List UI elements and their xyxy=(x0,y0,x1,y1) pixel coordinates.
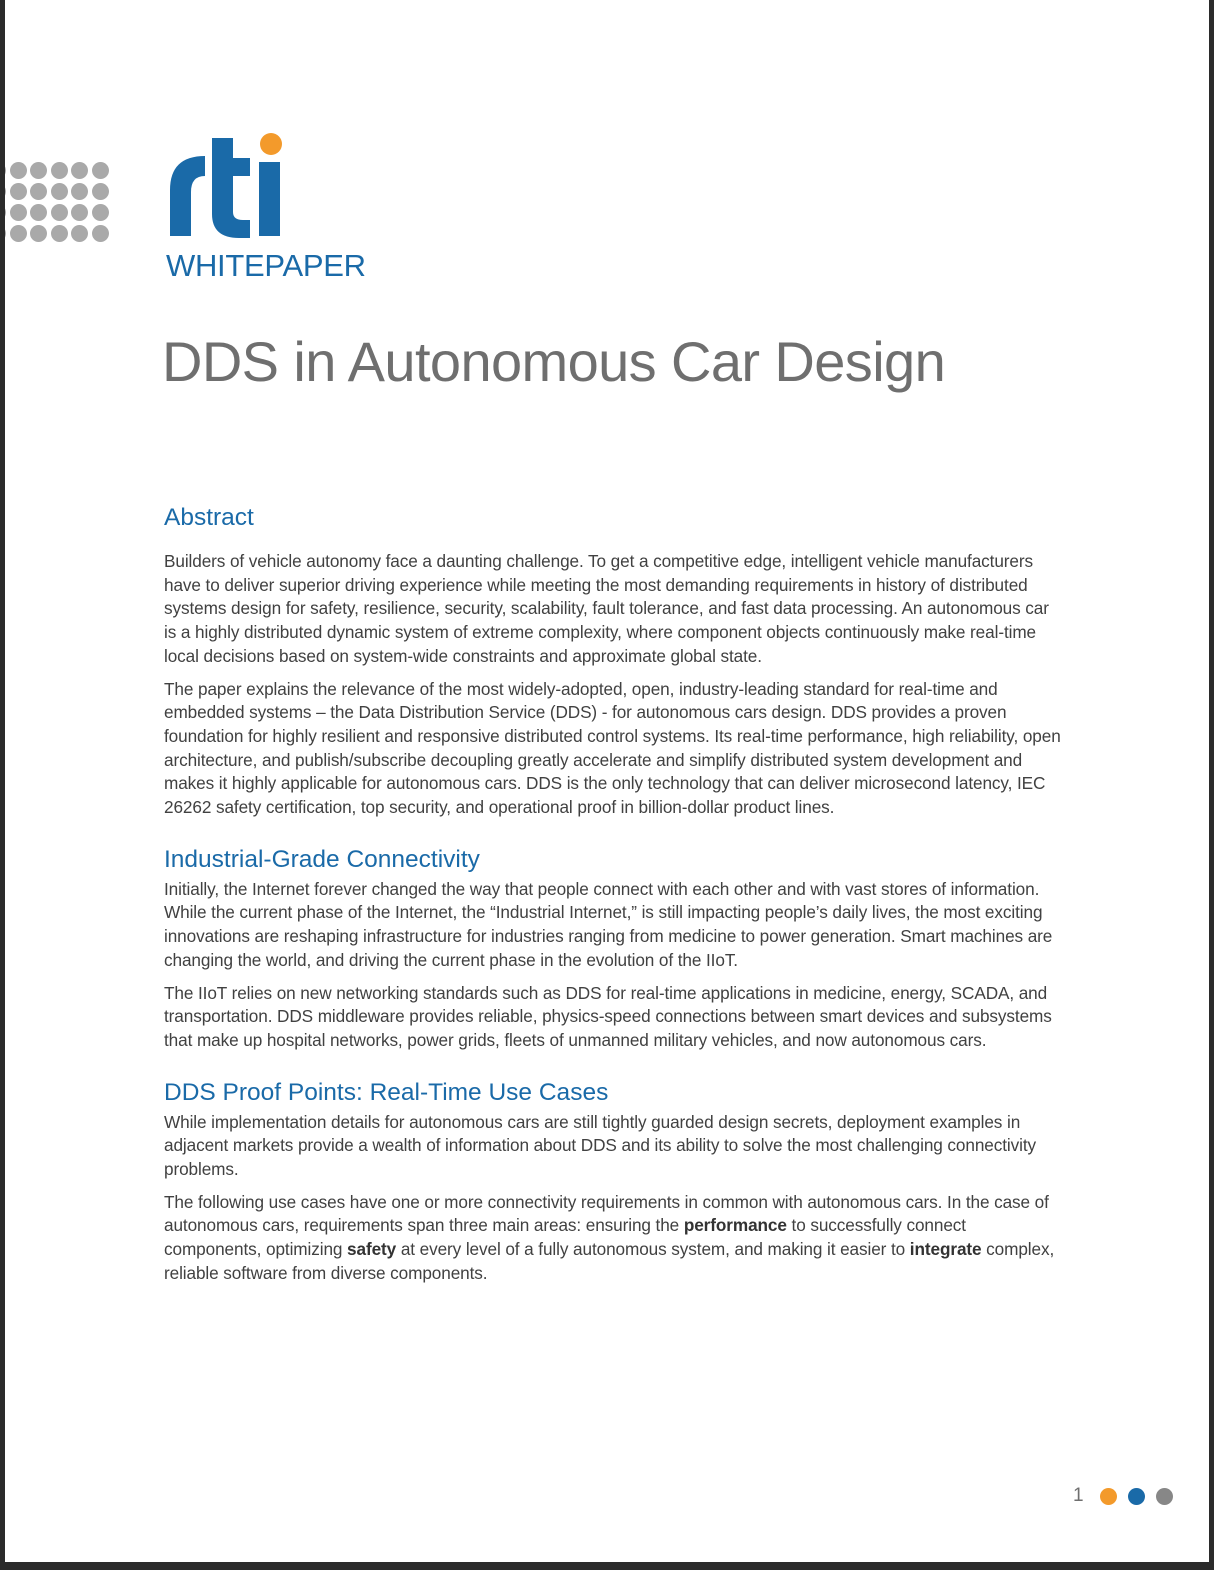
abstract-heading: Abstract xyxy=(164,504,254,531)
decorative-dot-grid xyxy=(5,162,109,242)
abstract-paragraph-1: Builders of vehicle autonomy face a daunting challenge. To get a competitive edge, intelligent vehicle manufacturers have to deliver superior driving experience while meeting the most demanding requirements in history of distributed systems design for safety, resilience, security, scalability, fault tolerance, and fast data processing. An autonomous car is a highly distributed dynamic system of extreme complexity, where component objects continuously make real-time local decisions based on system-wide constraints and approximate global state. xyxy=(164,551,1049,666)
page-footer xyxy=(1073,1485,1184,1507)
page-number: 1 xyxy=(1073,1485,1084,1506)
connectivity-paragraph-1: Initially, the Internet forever changed the way that people connect with each other and with vast stores of information. While the current phase of the Internet, the “Industrial Internet,” is still impacting people’s daily lives, the most exciting innovations are reshaping infrastructure for industries ranging from medicine to power generation. Smart machines are changing the world, and driving the current phase in the evolution of the IIoT. xyxy=(164,878,1053,970)
abstract-paragraph-2: The paper explains the relevance of the most widely-adopted, open, industry-leading standard for real-time and embedded systems – the Data Distribution Service (DDS) - for autonomous cars design. DDS provides a proven foundation for highly resilient and responsive distributed control systems. Its real-time performance, high reliability, open architecture, and publish/subscribe decoupling greatly accelerate and simplify distributed system development and makes it highly applicable for autonomous cars. DDS is the only technology that can deliver microsecond latency, IEC 26262 safety certification, top security, and operational proof in billion-dollar product lines. xyxy=(164,678,1061,818)
document-body xyxy=(164,500,1064,1286)
connectivity-heading: Industrial-Grade Connectivity xyxy=(164,845,480,873)
proof-text-e: complex, reliable software from diverse components. xyxy=(164,1239,1055,1283)
connectivity-paragraph-2: The IIoT relies on new networking standards such as DDS for real-time applications in medicine, energy, SCADA, and transportation. DDS middleware provides reliable, physics-speed connections between smart devices and subsystems that make up hospital networks, power grids, fleets of unmanned military vehicles, and now autonomous cars. xyxy=(164,982,1052,1050)
gray-dot-icon xyxy=(1156,1488,1173,1505)
proof-paragraph-2 xyxy=(164,1191,1064,1286)
proof-text-a: The following use cases have one or more connectivity requirements in common with autonomous cars. In the case of autonomous cars, requirements span three main areas: ensuring the xyxy=(164,1191,1049,1236)
proof-text-d: at every level of a fully autonomous system, and making it easier to xyxy=(396,1239,910,1260)
rti-logo xyxy=(165,128,289,240)
whitepaper-label: WHITEPAPER xyxy=(166,248,366,283)
bold-integrate: integrate xyxy=(909,1239,982,1260)
bold-safety: safety xyxy=(347,1239,397,1260)
proof-points-heading: DDS Proof Points: Real-Time Use Cases xyxy=(164,1078,609,1106)
orange-dot-icon xyxy=(1100,1488,1117,1505)
bold-performance: performance xyxy=(683,1215,787,1236)
blue-dot-icon xyxy=(1128,1488,1145,1505)
proof-text-c: to successfully connect components, optimizing xyxy=(164,1215,966,1260)
document-title: DDS in Autonomous Car Design xyxy=(162,330,946,393)
proof-paragraph-1: While implementation details for autonomous cars are still tightly guarded design secrets, deployment examples in adjacent markets provide a wealth of information about DDS and its ability to solve the most challenging connectivity problems. xyxy=(164,1111,1037,1180)
document-page xyxy=(5,0,1209,1562)
